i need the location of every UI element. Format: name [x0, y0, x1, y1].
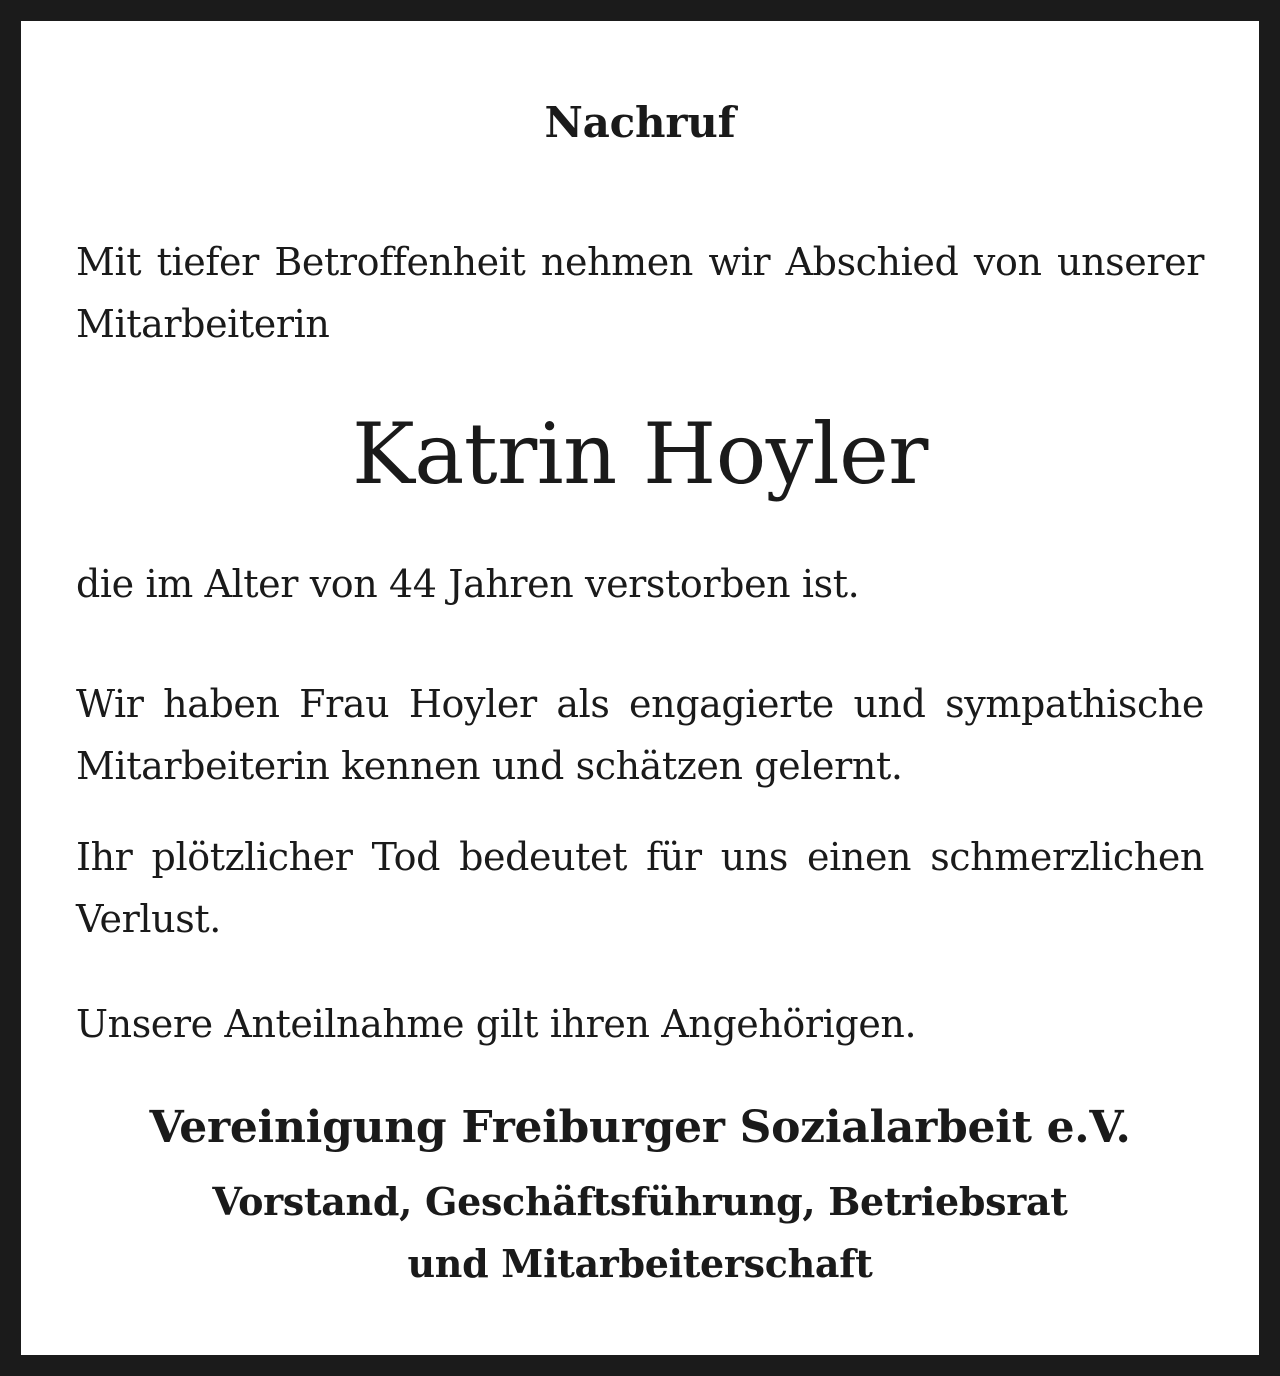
signatories [21, 1171, 1259, 1295]
intro-text: Mit tiefer Betroffenheit nehmen wir Abschied von unserer Mitarbeiterin [76, 240, 1204, 346]
age-line: die im Alter von 44 Jahren verstorben ist. [76, 562, 860, 606]
signatories-line-2: und Mitarbeiterschaft [407, 1241, 873, 1286]
deceased-name: Katrin Hoyler [352, 405, 928, 503]
notice-heading: Nachruf [544, 98, 736, 147]
paragraph-loss: Ihr plötzlicher Tod bedeutet für uns einen schmerzlichen Verlust. [76, 835, 1204, 941]
signatories-line-1: Vorstand, Geschäftsführung, Betriebsrat [212, 1179, 1068, 1224]
obituary-notice [21, 21, 1259, 1355]
paragraph-condolence: Unsere Anteilnahme gilt ihren Angehörigen. [76, 1002, 917, 1046]
organization-name: Vereinigung Freiburger Sozialarbeit e.V. [149, 1102, 1131, 1153]
paragraph-appreciation: Wir haben Frau Hoyler als engagierte und sympathische Mitarbeiterin kennen und schätzen gelernt. [76, 682, 1204, 788]
